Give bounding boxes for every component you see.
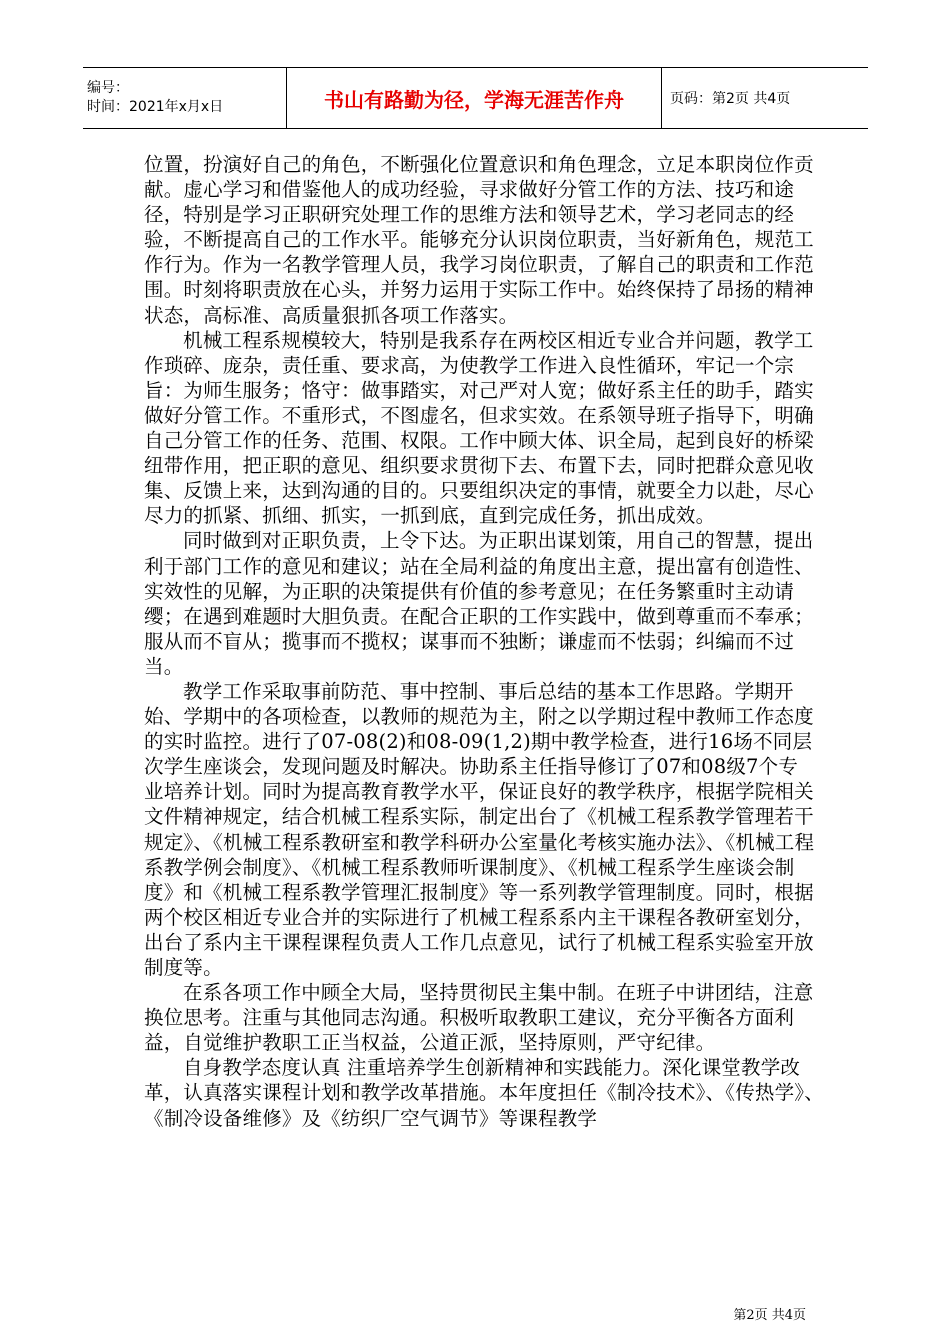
body-paragraph-4: 教学工作采取事前防范、事中控制、事后总结的基本工作思路。学期开始、学期中的各项检查，以教师的规范为主，附之以学期过程中教师工作态度的实时监控。进行了07-08(2)和08-09(1,2)期中教学检查，进行16场不同层次学生座谈会，发现问题及时解决。协助系主任指导修订了07和08级7个专业培养计划。同时为提高教育教学水平，保证良好的教学秩序，根据学院相关文件精神规定，结合机械工程系实际，制定出台了《机械工程系教学管理若干规定》、《机械工程系教研室和教学科研办公室量化考核实施办法》、《机械工程系教学例会制度》、《机械工程系教师听课制度》、《机械工程系学生座谈会制度》和《机械工程系教学管理汇报制度》等一系列教学管理制度。同时，根据两个校区相近专业合并的实际进行了机械工程系系内主干课程各教研室划分，出台了系内主干课程课程负责人工作几点意见，试行了机械工程系实验室开放制度等。 — [144, 679, 815, 979]
page-header — [83, 67, 868, 129]
header-motto: 书山有路勤为径，学海无涯苦作舟 — [287, 68, 662, 129]
document-time-label: 时间：2021年x月x日 — [87, 99, 224, 115]
document-body — [144, 152, 834, 1131]
body-paragraph-1: 位置，扮演好自己的角色，不断强化位置意识和角色理念，立足本职岗位作贡献。虚心学习和借鉴他人的成功经验，寻求做好分管工作的方法、技巧和途径，特别是学习正职研究处理工作的思维方法和领导艺术，学习老同志的经验，不断提高自己的工作水平。能够充分认识岗位职责，当好新角色，规范工作行为。作为一名教学管理人员，我学习岗位职责，了解自己的职责和工作范围。时刻将职责放在心头，并努力运用于实际工作中。始终保持了昂扬的精神状态，高标准、高质量狠抓各项工作落实。 — [144, 153, 814, 327]
header-page-info: 页码：第2页 共4页 — [662, 68, 869, 129]
body-paragraph-3: 同时做到对正职负责，上令下达。为正职出谋划策，用自己的智慧，提出利于部门工作的意见和建议；站在全局利益的角度出主意，提出富有创造性、实效性的见解，为正职的决策提供有价值的参考意见；在任务繁重时主动请缨；在遇到难题时大胆负责。在配合正职的工作实践中，做到尊重而不奉承；服从而不盲从；揽事而不揽权；谋事而不独断；谦虚而不怯弱；纠编而不过当。 — [144, 529, 814, 678]
header-info-cell — [83, 68, 287, 129]
page-footer: 第2页 共4页 — [733, 1308, 806, 1323]
document-number-label: 编号： — [87, 80, 129, 96]
body-paragraph-5: 在系各项工作中顾全大局，坚持贯彻民主集中制。在班子中讲团结，注意换位思考。注重与其他同志沟通。积极听取教职工建议，充分平衡各方面利益，自觉维护教职工正当权益，公道正派，坚持原则，严守纪律。 — [144, 981, 814, 1055]
body-paragraph-6: 自身教学态度认真 注重培养学生创新精神和实践能力。深化课堂教学改革，认真落实课程计划和教学改革措施。本年度担任《制冷技术》、《传热学》、 《制冷设备维修》及《纺织厂空气调节》等课程教学 — [144, 1056, 834, 1130]
body-paragraph-2: 机械工程系规模较大，特别是我系存在两校区相近专业合并问题，教学工作琐碎、庞杂，责任重、要求高，为使教学工作进入良性循环，牢记一个宗旨：为师生服务；恪守：做事踏实，对己严对人宽；做好系主任的助手，踏实做好分管工作。不重形式，不图虚名，但求实效。在系领导班子指导下，明确自己分管工作的任务、范围、权限。工作中顾大体、识全局，起到良好的桥梁纽带作用，把正职的意见、组织要求贯彻下去、布置下去，同时把群众意见收集、反馈上来，达到沟通的目的。只要组织决定的事情，就要全力以赴，尽心尽力的抓紧、抓细、抓实，一抓到底，直到完成任务，抓出成效。 — [144, 328, 814, 528]
